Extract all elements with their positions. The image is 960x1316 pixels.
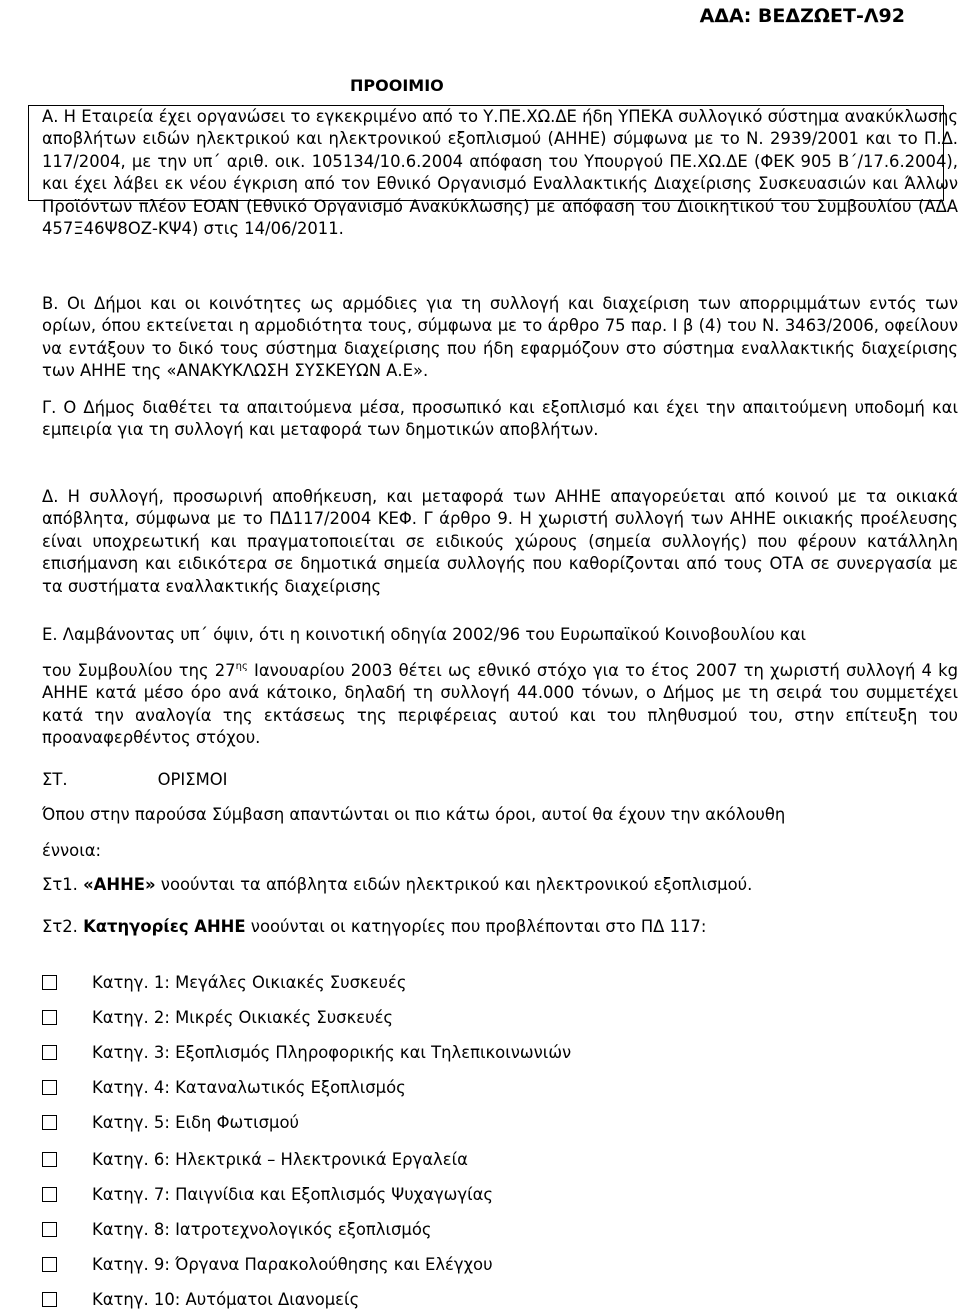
category-label: Κατηγ. 9: Όργανα Παρακολούθησης και Ελέγχου <box>92 1255 493 1274</box>
paragraph-b: Β. Οι Δήμοι και οι κοινότητες ως αρμόδιες για τη συλλογή και διαχείριση των απορριμμάτων εντός των ορίων, όπου εκτείνεται η αρμοδιότητα τους, σύμφωνα με το άρθρο 75 παρ. Ι β (4) του Ν. 3463/2006, οφείλουν να εντάξουν το δικό τους σύστημα διαχείρισης που ήδη εφαρμόζουν στο σύστημα εναλλακτικής διαχείρισης των ΑΗΗΕ της «ΑΝΑΚΥΚΛΩΣΗ ΣΥΣΚΕΥΩΝ Α.Ε». <box>42 294 958 381</box>
checkbox[interactable] <box>42 1292 57 1307</box>
checkbox[interactable] <box>42 1080 57 1095</box>
category-item[interactable] <box>42 1185 493 1204</box>
category-label: Κατηγ. 6: Ηλεκτρικά – Ηλεκτρονικά Εργαλεία <box>92 1150 468 1169</box>
paragraph-e-start: του Συμβουλίου της 27 <box>42 661 236 680</box>
category-label: Κατηγ. 3: Εξοπλισμός Πληροφορικής και Τηλεπικοινωνιών <box>92 1043 572 1062</box>
definition-st1 <box>42 875 752 894</box>
category-item[interactable] <box>42 1008 393 1027</box>
paragraph-e-line1: Ε. Λαμβάνοντας υπ΄ όψιν, ότι η κοινοτική οδηγία 2002/96 του Ευρωπαϊκού Κοινοβουλίου και <box>42 625 807 644</box>
checkbox[interactable] <box>42 1152 57 1167</box>
definitions-intro-line2: έννοια: <box>42 841 102 860</box>
page-title: ΠΡΟΟΙΜΙΟ <box>350 76 444 95</box>
checkbox[interactable] <box>42 1045 57 1060</box>
checkbox[interactable] <box>42 1187 57 1202</box>
st1-term: «ΑΗΗΕ» <box>83 875 156 894</box>
section-title: ΟΡΙΣΜΟΙ <box>157 770 228 789</box>
paragraph-d: Δ. Η συλλογή, προσωρινή αποθήκευση, και μεταφορά των ΑΗΗΕ απαγορεύεται από κοινού με τα οικιακά απόβλητα, σύμφωνα με το ΠΔ117/2004 ΚΕΦ. Γ άρθρο 9. Η χωριστή συλλογή των ΑΗΗΕ οικιακής προέλευσης είναι υποχρεωτική και πραγματοποιείται σε ειδικούς χώρους (σημεία συλλογής) που φέρουν κατάλληλη επισήμανση και ειδικότερα σε δημοτικά σημεία συλλογής που καθορίζονται από τους ΟΤΑ σε συνεργασία με τα συστήματα εναλλακτικής διαχείρισης <box>42 487 958 596</box>
st1-text: νοούνται τα απόβλητα ειδών ηλεκτρικού και ηλεκτρονικού εξοπλισμού. <box>155 875 753 894</box>
st2-term: Κατηγορίες ΑΗΗΕ <box>83 917 246 936</box>
category-item[interactable] <box>42 1255 493 1274</box>
category-item[interactable] <box>42 1043 571 1062</box>
paragraph-c: Γ. Ο Δήμος διαθέτει τα απαιτούμενα μέσα, προσωπικό και εξοπλισμό και έχει την απαιτούμενη υποδομή και εμπειρία για τη συλλογή και μεταφορά των δημοτικών αποβλήτων. <box>42 398 958 440</box>
checkbox[interactable] <box>42 1222 57 1237</box>
category-item[interactable] <box>42 1113 299 1132</box>
definition-st2 <box>42 917 706 936</box>
section-number: ΣΤ. <box>42 770 68 789</box>
checkbox[interactable] <box>42 975 57 990</box>
category-label: Κατηγ. 4: Καταναλωτικός Εξοπλισμός <box>92 1078 406 1097</box>
checkbox[interactable] <box>42 1115 57 1130</box>
category-item[interactable] <box>42 1150 468 1169</box>
paragraph-a: Α. Η Εταιρεία έχει οργανώσει το εγκεκριμένο από το Υ.ΠΕ.ΧΩ.ΔΕ ήδη ΥΠΕΚΑ συλλογικό σύστημα ανακύκλωσης αποβλήτων ειδών ηλεκτρικού και ηλεκτρονικού εξοπλισμού (ΑΗΗΕ) σύμφωνα με το Ν. 2939/2001 και το Π.Δ. 117/2004, με την υπ΄ αριθ. οικ. 105134/10.6.2004 απόφαση του Υπουργού ΠΕ.ΧΩ.ΔΕ (ΦΕΚ 905 Β΄/17.6.2004), και έχει λάβει εκ νέου έγκριση από τον Εθνικό Οργανισμό Εναλλακτικής Διαχείρισης Συσκευασιών και Άλλων Προϊόντων πλέον ΕΟΑΝ (Εθνικό Οργανισμό Ανακύκλωσης) με απόφαση του Διοικητικού του Συμβουλίου (ΑΔΑ 457Ξ46Ψ8ΟΖ-ΚΨ4) στις 14/06/2011. <box>42 107 958 239</box>
category-item[interactable] <box>42 973 407 992</box>
definitions-intro-line1: Όπου στην παρούσα Σύμβαση απαντώνται οι πιο κάτω όροι, αυτοί θα έχουν την ακόλουθη <box>42 805 786 824</box>
checkbox[interactable] <box>42 1010 57 1025</box>
st1-label: Στ1. <box>42 875 84 894</box>
paragraph-e-end: Ιανουαρίου 2003 θέτει ως εθνικό στόχο για το έτος 2007 τη χωριστή συλλογή 4 kg ΑΗΗΕ κατά μέσο όρο ανά κάτοικο, δηλαδή τη συλλογή 44.000 τόνων, ο Δήμος με τη σειρά του συμμετέχει κατά την αναλογία της εκτάσεως της περιφέρειας αυτού και του πληθυσμού του, στην επίτευξη του προαναφερθέντος στόχου. <box>42 661 958 748</box>
definitions-heading <box>42 770 227 789</box>
ada-header: ΑΔΑ: ΒΕΔΖΩΕΤ-Λ92 <box>699 5 905 27</box>
superscript: ης <box>235 661 248 672</box>
category-item[interactable] <box>42 1220 432 1239</box>
paragraph-e-rest <box>42 656 958 750</box>
category-label: Κατηγ. 1: Μεγάλες Οικιακές Συσκευές <box>92 973 407 992</box>
category-label: Κατηγ. 8: Ιατροτεχνολογικός εξοπλισμός <box>92 1220 432 1239</box>
category-label: Κατηγ. 10: Αυτόματοι Διανομείς <box>92 1290 360 1309</box>
category-label: Κατηγ. 2: Μικρές Οικιακές Συσκευές <box>92 1008 394 1027</box>
category-item[interactable] <box>42 1078 406 1097</box>
st2-text: νοούνται οι κατηγορίες που προβλέπονται στο ΠΔ 117: <box>245 917 707 936</box>
category-label: Κατηγ. 7: Παιγνίδια και Εξοπλισμός Ψυχαγωγίας <box>92 1185 494 1204</box>
checkbox[interactable] <box>42 1257 57 1272</box>
st2-label: Στ2. <box>42 917 84 936</box>
category-label: Κατηγ. 5: Ειδη Φωτισμού <box>92 1113 299 1132</box>
category-item[interactable] <box>42 1290 359 1309</box>
